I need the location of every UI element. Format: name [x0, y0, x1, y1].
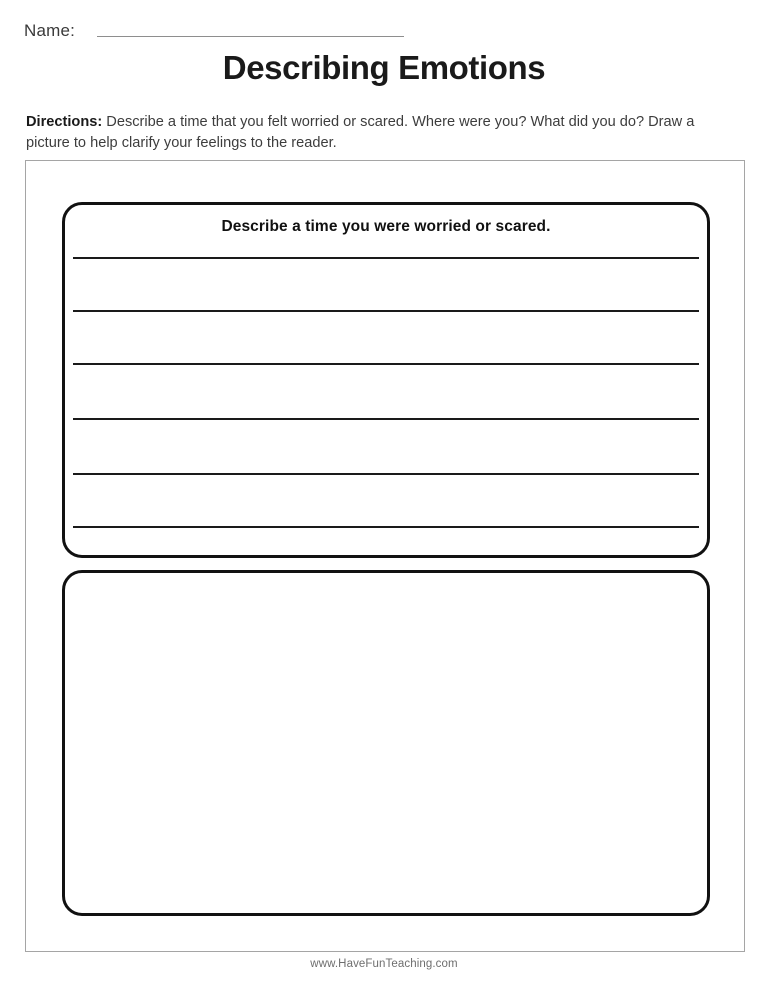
directions-label: Directions: [26, 114, 103, 130]
drawing-response-box[interactable] [62, 570, 710, 916]
writing-lines-group [73, 257, 699, 545]
page-title: Describing Emotions [222, 49, 546, 86]
writing-line[interactable] [73, 310, 699, 312]
footer-credit: www.HaveFunTeaching.com [310, 958, 458, 970]
writing-line[interactable] [73, 418, 699, 420]
writing-line[interactable] [73, 257, 699, 259]
name-field-row [24, 22, 404, 39]
writing-box-heading: Describe a time you were worried or scared. [221, 218, 551, 235]
writing-line[interactable] [73, 526, 699, 528]
directions-paragraph [26, 112, 738, 154]
directions-text: Describe a time that you felt worried or scared. Where were you? What did you do? Draw a picture to help clarify your feelings to the reader. [26, 114, 695, 152]
writing-line[interactable] [73, 363, 699, 365]
writing-response-box[interactable] [62, 202, 710, 558]
name-write-line[interactable] [97, 36, 404, 37]
writing-line[interactable] [73, 473, 699, 475]
name-label: Name: [24, 21, 76, 40]
